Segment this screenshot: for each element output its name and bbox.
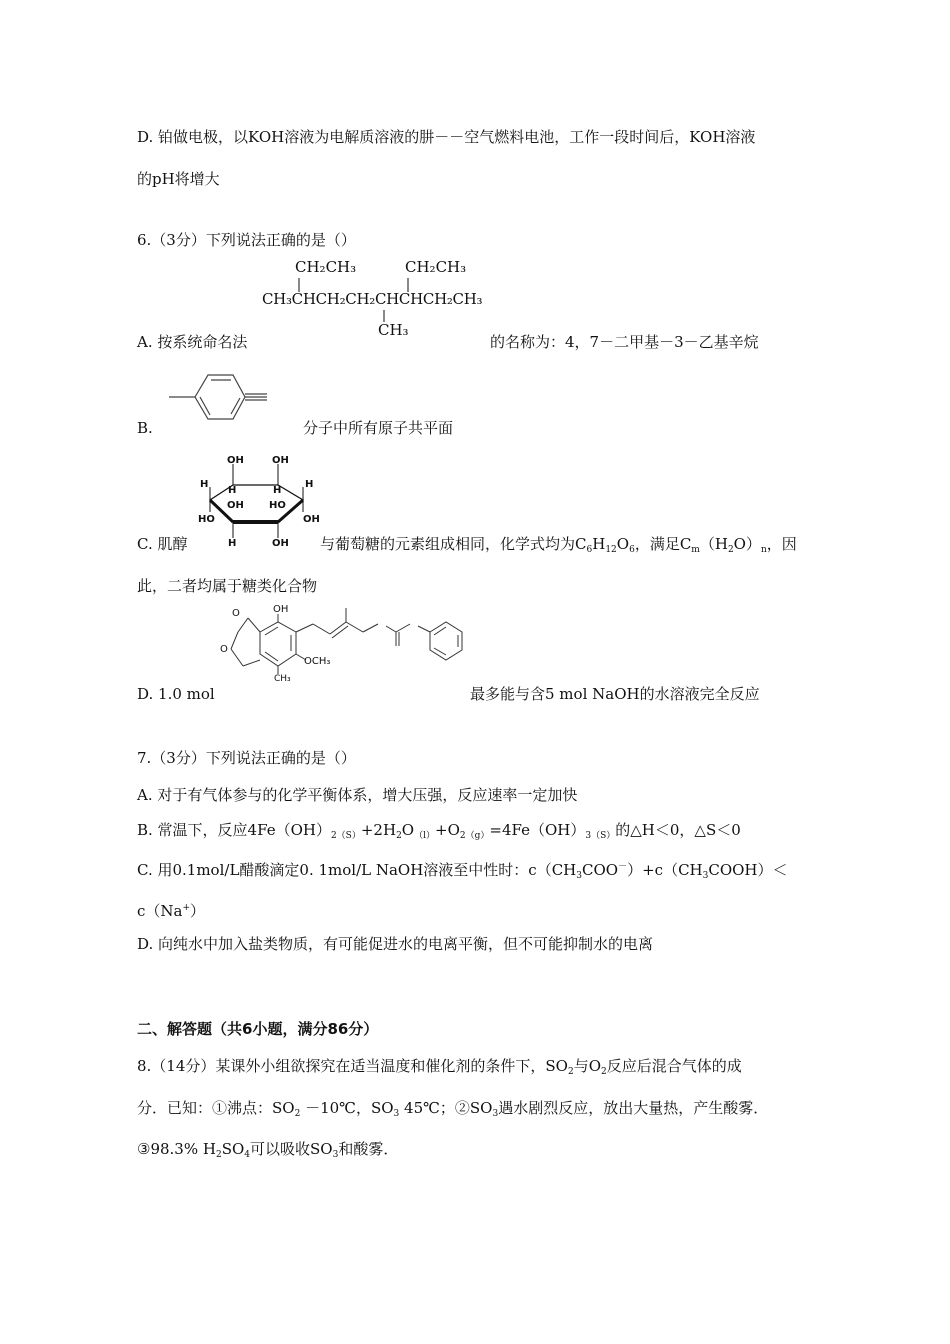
struct-d-bonds bbox=[218, 604, 478, 690]
struct-d-och3: OCH₃ bbox=[304, 656, 331, 667]
structure-a-alkane bbox=[262, 258, 502, 342]
q6-option-a-suffix: 的名称为：4，7－二甲基－3－乙基辛烷 bbox=[490, 333, 759, 351]
q7-option-d: D. 向纯水中加入盐类物质，有可能促进水的电离平衡，但不可能抑制水的电离 bbox=[137, 935, 654, 953]
struct-c-oh-right: OH bbox=[303, 514, 320, 525]
q8-line2: 分．已知：①沸点：$SO_2$ －10℃，$SO_3$ 45℃；$②SO_3$遇水剧烈反应，放出大量热，产生酸雾． bbox=[137, 1099, 769, 1119]
struct-c-ho-left: HO bbox=[198, 514, 215, 525]
struct-c-ho-mid: HO bbox=[269, 500, 286, 511]
struct-d-ring-o: O bbox=[220, 644, 228, 655]
q6-option-c-prefix: C. 肌醇 bbox=[137, 535, 188, 553]
struct-c-oh2: OH bbox=[272, 455, 289, 466]
section-2-heading: 二、解答题（共6小题，满分86分） bbox=[137, 1020, 379, 1038]
struct-c-h1: H bbox=[228, 485, 237, 496]
struct-d-oh: OH bbox=[273, 604, 289, 615]
struct-a-ethyl-2: CH₂CH₃ bbox=[405, 258, 467, 276]
structure-c-inositol bbox=[195, 452, 330, 552]
struct-c-oh1: OH bbox=[227, 455, 244, 466]
q7-option-c-line2: c（Na+） bbox=[137, 902, 206, 920]
q6-option-a-prefix: A. 按系统命名法 bbox=[137, 333, 248, 351]
struct-a-methyl: CH₃ bbox=[378, 321, 409, 339]
q6-stem: 6.（3分）下列说法正确的是（） bbox=[137, 231, 356, 249]
q6-option-b-prefix: B. bbox=[137, 419, 153, 437]
struct-c-oh-bottom: OH bbox=[272, 538, 289, 549]
q6-option-c-line2: 此，二者均属于糖类化合物 bbox=[137, 577, 318, 595]
q7-option-c-line1: C. 用0.1mol/L醋酸滴定0. 1mol/L NaOH溶液至中性时：$c(CH_3COO^-)+c(CH_3COOH)<$ bbox=[137, 861, 788, 881]
q7-option-b: B. 常温下，反应$4Fe(OH)_{2(S)}+2H_2O_{(l)}+O_{2(g)}=4Fe(OH)_{3(S)}$的△H＜0，△S＜0 bbox=[137, 821, 741, 841]
struct-c-oh-mid: OH bbox=[227, 500, 244, 511]
struct-d-ch3: CH₃ bbox=[274, 674, 291, 684]
q5-option-d-line2: 的pH将增大 bbox=[137, 170, 220, 188]
q8-line1: 8.（14分）某课外小组欲探究在适当温度和催化剂的条件下，$SO_2$与$O_2$反应后混合气体的成 bbox=[137, 1057, 742, 1077]
struct-c-h2: H bbox=[273, 485, 282, 496]
structure-d-ester bbox=[218, 604, 478, 690]
q7-option-a: A. 对于有气体参与的化学平衡体系，增大压强，反应速率一定加快 bbox=[137, 786, 578, 804]
struct-c-h-right: H bbox=[305, 479, 314, 490]
q6-option-d-prefix: D. 1.0 mol bbox=[137, 685, 215, 703]
structure-b-phenylacetylene bbox=[165, 370, 275, 425]
q6-option-b-suffix: 分子中所有原子共平面 bbox=[303, 419, 454, 437]
struct-d-keto-o: O bbox=[232, 608, 240, 619]
struct-a-main-chain: CH₃CHCH₂CH₂CHCHCH₂CH₃ bbox=[262, 290, 483, 308]
struct-c-ring bbox=[195, 452, 330, 552]
q6-option-c-text: 与葡萄糖的元素组成相同，化学式均为$C_6H_{12}O_6$，满足$C_m(H_2O)_n$，因 bbox=[320, 535, 797, 555]
struct-c-h-bottom: H bbox=[228, 538, 237, 549]
struct-a-ethyl-1: CH₂CH₃ bbox=[295, 258, 357, 276]
q6-option-d-suffix: 最多能与含5 mol NaOH的水溶液完全反应 bbox=[470, 685, 760, 703]
q8-line3: ③98.3% $H_2SO_4$可以吸收$SO_3$和酸雾． bbox=[137, 1140, 399, 1160]
q7-stem: 7.（3分）下列说法正确的是（） bbox=[137, 749, 356, 767]
struct-c-h-left: H bbox=[200, 479, 209, 490]
q5-option-d-line1: D. 铂做电极，以KOH溶液为电解质溶液的肼－－空气燃料电池，工作一段时间后，KOH溶液 bbox=[137, 128, 756, 146]
